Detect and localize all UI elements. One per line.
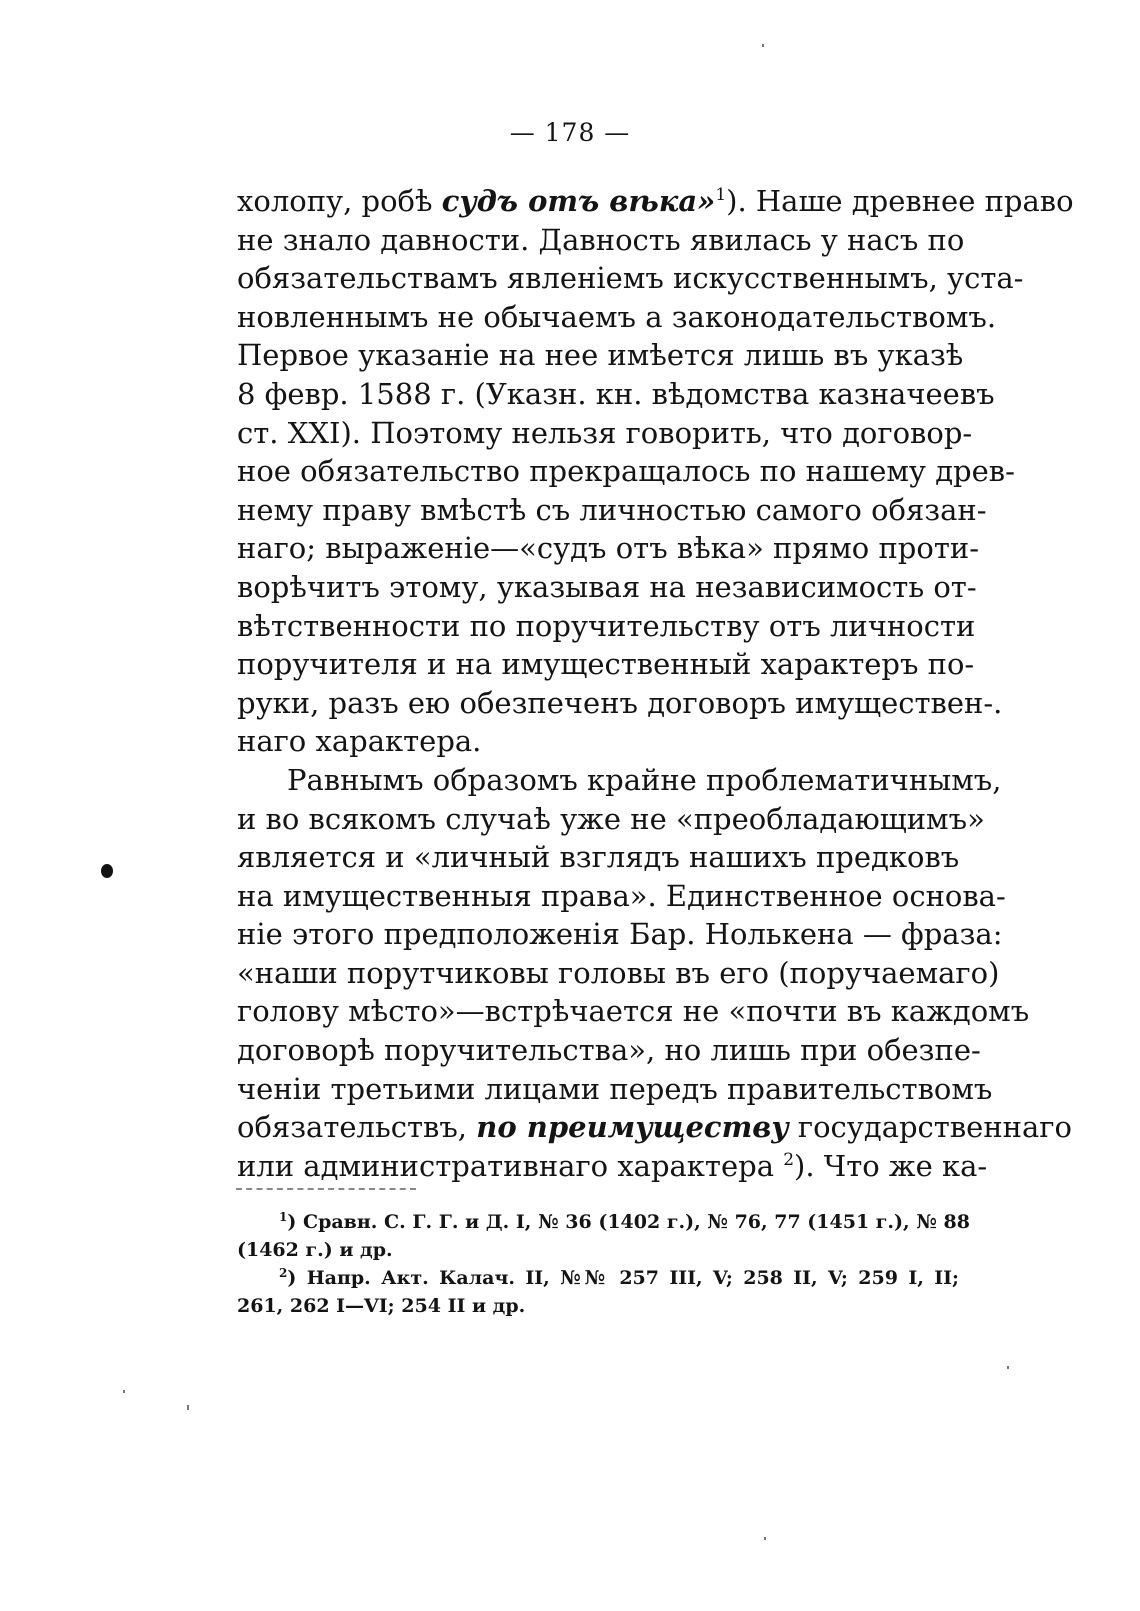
- text-line: 8 февр. 1588 г. (Указн. кн. вѣдомства казначеевъ: [237, 376, 995, 411]
- text-line: ное обязательство прекращалось по нашему древ-: [237, 454, 1015, 489]
- text-run: государственнаго: [788, 1110, 1072, 1145]
- body-text: [237, 182, 1074, 1185]
- emphasized-phrase: судъ отъ вѣка»: [441, 184, 716, 218]
- ink-blot: [101, 864, 113, 878]
- footnotes: [237, 1208, 970, 1320]
- text-run: холопу, робѣ: [237, 184, 442, 218]
- text-line: ст. XXI). Поэтому нельзя говорить, что договор-: [237, 415, 973, 450]
- footnote-1-continuation: (1462 г.) и др.: [237, 1239, 393, 1261]
- text-line: не знало давности. Давность явилась у насъ по: [237, 222, 965, 257]
- footnote-1: [237, 1208, 970, 1236]
- text-run: или административнаго характера: [237, 1148, 784, 1183]
- text-line: [237, 1108, 1072, 1147]
- footnote-1-marker: 1: [279, 1210, 288, 1224]
- footnote-2: [237, 1264, 959, 1292]
- text-line: наго; выраженіе—«судъ отъ вѣка» прямо проти-: [237, 531, 980, 566]
- paragraph-start: Равнымъ образомъ крайне проблематичнымъ,: [287, 762, 1002, 797]
- paper-speck: [123, 1390, 125, 1393]
- text-line: обязательствамъ явленіемъ искусственнымъ, уста-: [237, 261, 1024, 296]
- text-line: поручителя и на имущественный характеръ по-: [237, 647, 975, 682]
- paper-speck: [1007, 1366, 1009, 1369]
- emphasized-phrase: по преимуществу: [476, 1110, 789, 1145]
- footnote-2-text: ) Напр. Акт. Калач. II, №№ 257 III, V; 258 II, V; 259 I, II;: [287, 1267, 959, 1289]
- footnote-2-marker: 2: [279, 1266, 288, 1280]
- text-line: нему праву вмѣстѣ съ личностью самого обязан-: [237, 492, 987, 527]
- text-line: договорѣ поручительства», но лишь при обезпе-: [237, 1033, 981, 1068]
- text-run: ). Наше древнее право: [726, 184, 1074, 218]
- text-line: [237, 1147, 988, 1186]
- text-line: вѣтственности по поручительству отъ личности: [237, 608, 976, 643]
- text-line: новленнымъ не обычаемъ а законодательствомъ.: [237, 299, 997, 334]
- text-line: «наши порутчиковы головы въ его (поручаемаго): [237, 955, 1000, 990]
- paper-speck: [762, 44, 764, 47]
- text-line: [237, 182, 1074, 221]
- text-line: руки, разъ ею обезпеченъ договоръ имуществен-.: [237, 685, 1003, 720]
- text-line: голову мѣсто»—встрѣчается не «почти въ каждомъ: [237, 994, 1030, 1029]
- footnote-ref-2: 2: [783, 1149, 795, 1170]
- footnote-ref-1: 1: [715, 185, 727, 205]
- paper-speck: [187, 1405, 189, 1410]
- paper-speck: [764, 1537, 766, 1540]
- text-line: ченіи третьими лицами передъ правительствомъ: [237, 1071, 993, 1106]
- footnote-1-text: ) Сравн. С. Г. Г. и Д. I, № 36 (1402 г.), № 76, 77 (1451 г.), № 88: [287, 1211, 970, 1233]
- text-line: ворѣчитъ этому, указывая на независимость от-: [237, 569, 977, 604]
- page-number: — 178 —: [509, 118, 631, 147]
- footnote-2-continuation: 261, 262 I—VI; 254 II и др.: [237, 1295, 526, 1317]
- text-run: ). Что же ка-: [794, 1148, 988, 1183]
- text-line: ніе этого предположенія Бар. Нолькена — фраза:: [237, 917, 1003, 952]
- text-line: является и «личный взглядъ нашихъ предковъ: [237, 840, 960, 875]
- text-line: Первое указаніе на нее имѣется лишь въ указѣ: [237, 338, 964, 373]
- text-line: наго характера.: [237, 724, 482, 759]
- footnote-divider: [236, 1188, 416, 1190]
- text-line: на имущественныя права». Единственное основа-: [237, 878, 1006, 913]
- text-line: и во всякомъ случаѣ уже не «преобладающимъ»: [237, 801, 985, 836]
- text-run: обязательствъ,: [237, 1110, 477, 1145]
